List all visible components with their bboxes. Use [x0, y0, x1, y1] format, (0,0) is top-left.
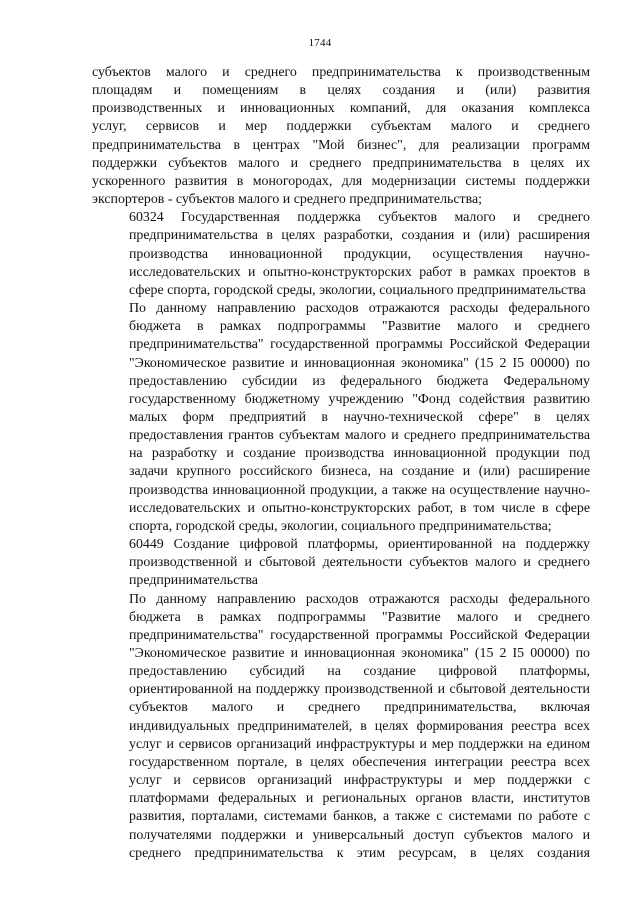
text-line: бюджета в рамках подпрограммы "Развитие малого и среднего: [129, 319, 590, 335]
text-line: исследовательских и опытно-конструкторских работ, в том числе в сфере: [129, 500, 590, 516]
text-line: ориентированной на поддержку производственной и сбытовой деятельности: [129, 682, 590, 698]
text-line: поддержки субъектов малого и среднего предпринимательства в целях их: [92, 155, 590, 171]
text-line: экспортеров - субъектов малого и среднего предпринимательства;: [92, 192, 482, 208]
text-line: услуг, сервисов и мер поддержки субъектам малого и среднего: [92, 119, 590, 135]
page-number: 1744: [308, 37, 332, 49]
text-line: среднего предпринимательства к этим ресурсам, в целях создания: [129, 845, 590, 861]
text-line: производственной и сбытовой деятельности субъектов малого и среднего: [129, 555, 590, 571]
paragraph: [92, 64, 590, 209]
text-line: 60449 Создание цифровой платформы, ориентированной на поддержку: [129, 537, 590, 553]
text-line: производственных и инновационных компаний, для оказания комплекса: [92, 101, 590, 117]
text-line: сфере спорта, городской среды, экологии, социального предпринимательства: [129, 282, 586, 298]
text-line: По данному направлению расходов отражаются расходы федерального: [129, 301, 590, 317]
text-line: площадям и помещениям в целях создания и (или) развития: [92, 83, 590, 99]
text-line: производства инновационной продукции, а также на осуществление научно-: [129, 482, 590, 498]
text-line: платформами федеральных и региональных органов власти, институтов: [129, 791, 590, 807]
text-line: услуг и сервисов организаций инфраструктуры и мер поддержки с: [129, 773, 590, 789]
text-line: развития, порталами, системами банков, а также с системами по работе с: [129, 809, 590, 825]
text-line: ускоренного развития в моногородах, для модернизации системы поддержки: [92, 173, 590, 189]
paragraph: [92, 591, 590, 863]
text-line: предпринимательства" государственной программы Российской Федерации: [129, 337, 590, 353]
text-line: предпринимательства в целях разработки, создания и (или) расширения: [129, 228, 590, 244]
text-line: "Экономическое развитие и инновационная экономика" (15 2 I5 00000) по: [129, 355, 590, 371]
text-line: предпринимательства в центрах "Мой бизнес", для реализации программ: [92, 137, 590, 153]
text-line: предпринимательства" государственной программы Российской Федерации: [129, 627, 590, 643]
text-line: государственному бюджетному учреждению "Фонд содействия развитию: [129, 391, 590, 407]
text-line: на разработку и создание производства инновационной продукции под: [129, 446, 590, 462]
text-line: малых форм предприятий в научно-технической сфере" в целях: [129, 409, 590, 425]
text-line: получателями поддержки и универсальный доступ субъектов малого и: [129, 827, 590, 843]
text-line: спорта, городской среды, экологии, социального предпринимательства;: [129, 518, 552, 534]
text-line: предпринимательства: [129, 573, 258, 589]
text-line: производства инновационной продукции, осуществления научно-: [129, 246, 590, 262]
text-line: бюджета в рамках подпрограммы "Развитие малого и среднего: [129, 609, 590, 625]
text-line: субъектов малого и среднего предпринимательства, включая: [129, 700, 590, 716]
paragraph: [92, 300, 590, 536]
paragraph: [92, 209, 590, 300]
paragraph: [92, 536, 590, 590]
text-line: предоставлению субсидий на создание цифровой платформы,: [129, 664, 590, 680]
text-line: предоставлению субсидии из федерального бюджета Федеральному: [129, 373, 590, 389]
document-body: [92, 64, 590, 863]
text-line: задачи крупного российского бизнеса, на создание и (или) расширение: [129, 464, 590, 480]
text-line: государственном портале, в целях обеспечения интеграции реестра всех: [129, 754, 590, 770]
text-line: исследовательских и опытно-конструкторских работ в рамках проектов в: [129, 264, 590, 280]
text-line: По данному направлению расходов отражаются расходы федерального: [129, 591, 590, 607]
text-line: предоставления грантов субъектам малого и среднего предпринимательства: [129, 428, 590, 444]
text-line: индивидуальных предпринимателей, в целях формирования реестра всех: [129, 718, 590, 734]
text-line: услуг и сервисов организаций инфраструктуры и мер поддержки на едином: [129, 736, 590, 752]
text-line: "Экономическое развитие и инновационная экономика" (15 2 I5 00000) по: [129, 646, 590, 661]
text-line: 60324 Государственная поддержка субъектов малого и среднего: [129, 210, 590, 226]
text-line: субъектов малого и среднего предпринимательства к производственным: [92, 65, 590, 80]
